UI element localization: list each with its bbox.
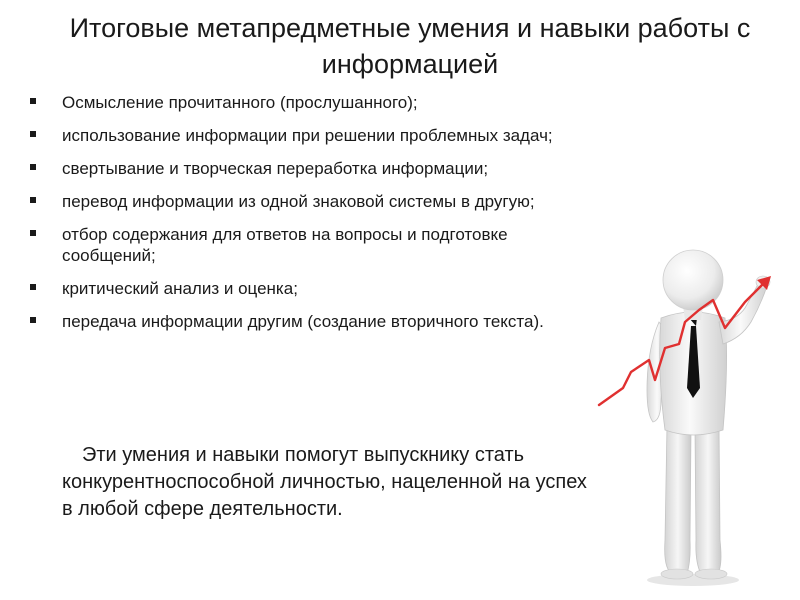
bullet-marker-icon	[30, 230, 36, 236]
left-leg	[665, 425, 691, 574]
businessman-with-growth-chart-icon	[595, 240, 785, 590]
bullet-text: свертывание и творческая переработка информации;	[62, 159, 489, 178]
bullet-marker-icon	[30, 98, 36, 104]
bullet-item	[30, 278, 590, 299]
bullet-text: использование информации при решении проблемных задач;	[62, 126, 553, 145]
bullet-text: передача информации другим (создание вторичного текста).	[62, 312, 544, 331]
bullet-marker-icon	[30, 164, 36, 170]
bullet-marker-icon	[30, 317, 36, 323]
bullet-marker-icon	[30, 131, 36, 137]
bullet-text: критический анализ и оценка;	[62, 279, 298, 298]
conclusion-text: Эти умения и навыки помогут выпускнику стать конкурентноспособной личностью, нацеленной на успех в любой сфере деятельности.	[62, 444, 587, 520]
bullet-item	[30, 158, 590, 179]
right-leg	[695, 425, 721, 574]
bullet-item	[30, 125, 590, 146]
bullet-text: Осмысление прочитанного (прослушанного);	[62, 93, 418, 112]
slide-title: Итоговые метапредметные умения и навыки работы с информацией	[69, 13, 751, 79]
bullet-text: отбор содержания для ответов на вопросы и подготовке сообщений;	[62, 225, 508, 265]
bullet-item	[30, 191, 590, 212]
bullet-text: перевод информации из одной знаковой системы в другую;	[62, 192, 535, 211]
bullet-marker-icon	[30, 284, 36, 290]
right-foot	[695, 569, 727, 579]
bullet-item	[30, 311, 590, 332]
bullet-item	[30, 224, 590, 266]
bullet-item	[30, 92, 590, 113]
bullet-list	[30, 92, 590, 344]
right-arm	[719, 281, 767, 344]
left-foot	[661, 569, 693, 579]
bullet-marker-icon	[30, 197, 36, 203]
